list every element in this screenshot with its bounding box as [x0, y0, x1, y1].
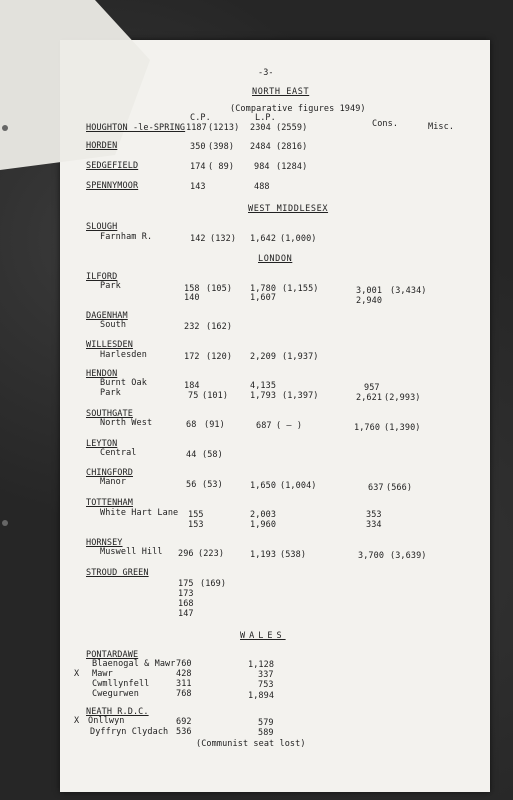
constituency-name: HOUGHTON -le-SPRING: [86, 123, 186, 133]
region-heading: WALES: [240, 631, 286, 641]
cp-value: 296: [178, 549, 194, 559]
constituency-name: SOUTHGATE: [86, 409, 133, 419]
seat-lost-marker: X: [74, 669, 80, 679]
lp-previous: (1,937): [282, 352, 319, 362]
constituency-name: STROUD GREEN: [86, 568, 149, 578]
lp-previous: (1,000): [280, 234, 317, 244]
lp-value: 1,607: [250, 293, 277, 303]
cons-previous: (566): [386, 483, 413, 493]
lp-previous: (2559): [276, 123, 308, 133]
lp-value: 1,193: [250, 550, 277, 560]
lp-value: 1,780: [250, 284, 277, 294]
cons-value: 637: [368, 483, 384, 493]
cons-value: 2,940: [356, 296, 383, 306]
constituency-name: SPENNYMOOR: [86, 181, 139, 191]
punch-hole: [2, 520, 8, 526]
cp-value: 143: [190, 182, 206, 192]
cp-value: 44: [186, 450, 197, 460]
ward-name: Farnham R.: [100, 232, 153, 242]
cp-previous: (120): [206, 352, 233, 362]
lp-value: 1,793: [250, 391, 277, 401]
region-heading: NORTH EAST: [252, 87, 310, 97]
cons-value: 957: [364, 383, 380, 393]
cp-value: 174: [190, 162, 206, 172]
ward-name: South: [100, 320, 127, 330]
lp-value: 2,003: [250, 510, 277, 520]
ward-name: North West: [100, 418, 153, 428]
cp-value: 536: [176, 727, 192, 737]
constituency-name: LEYTON: [86, 439, 118, 449]
lp-previous: (2816): [276, 142, 308, 152]
cp-value: 147: [178, 609, 194, 619]
constituency-name: ILFORD: [86, 272, 118, 282]
cp-previous: (162): [206, 322, 233, 332]
lp-value: 2304: [250, 123, 271, 133]
cp-previous: (105): [206, 284, 233, 294]
cp-value: 68: [186, 420, 197, 430]
column-header-cons: Cons.: [372, 119, 399, 129]
cp-previous: (1213): [208, 123, 240, 133]
cp-previous: (398): [208, 142, 235, 152]
constituency-name: WILLESDEN: [86, 340, 133, 350]
cons-value: 3,700: [358, 551, 385, 561]
cons-value: 353: [366, 510, 382, 520]
cp-value: 311: [176, 679, 192, 689]
constituency-name: HORNSEY: [86, 538, 123, 548]
column-header-cp: C.P.: [190, 113, 211, 123]
ward-name: Harlesden: [100, 350, 147, 360]
constituency-name: CHINGFORD: [86, 468, 133, 478]
punch-hole: [2, 125, 8, 131]
lp-value: 984: [254, 162, 270, 172]
constituency-name: SLOUGH: [86, 222, 118, 232]
lp-previous: (1284): [276, 162, 308, 172]
cons-previous: (1,390): [384, 423, 421, 433]
constituency-name: TOTTENHAM: [86, 498, 133, 508]
constituency-name: SEDGEFIELD: [86, 161, 139, 171]
cp-value: 75: [188, 391, 199, 401]
lp-value: 589: [258, 728, 274, 738]
lp-value: 1,650: [250, 481, 277, 491]
cons-previous: (3,639): [390, 551, 427, 561]
constituency-name: PONTARDAWE: [86, 650, 139, 660]
cp-value: 56: [186, 480, 197, 490]
lp-value: 1,642: [250, 234, 277, 244]
lp-value: 488: [254, 182, 270, 192]
cp-value: 428: [176, 669, 192, 679]
cp-value: 173: [178, 589, 194, 599]
cp-previous: (223): [198, 549, 225, 559]
lp-previous: (538): [280, 550, 307, 560]
lp-value: 337: [258, 670, 274, 680]
lp-value: 4,135: [250, 381, 277, 391]
ward-name: Dyffryn Clydach: [90, 727, 169, 737]
region-heading: WEST MIDDLESEX: [248, 204, 329, 214]
lp-previous: (1,004): [280, 481, 317, 491]
cp-value: 350: [190, 142, 206, 152]
cp-previous: (132): [210, 234, 237, 244]
cp-previous: (58): [202, 450, 223, 460]
region-heading: LONDON: [258, 254, 293, 264]
lp-previous: ( – ): [276, 421, 303, 431]
cp-value: 232: [184, 322, 200, 332]
ward-name: Park: [100, 388, 121, 398]
cons-value: 1,760: [354, 423, 381, 433]
cons-previous: (3,434): [390, 286, 427, 296]
cp-value: 158: [184, 284, 200, 294]
ward-name: Onllwyn: [88, 716, 125, 726]
cp-previous: (169): [200, 579, 227, 589]
cp-previous: (53): [202, 480, 223, 490]
cp-value: 172: [184, 352, 200, 362]
ward-name: Blaenogal & Mawr: [92, 659, 176, 669]
cp-value: 153: [188, 520, 204, 530]
lp-previous: (1,397): [282, 391, 319, 401]
cp-value: 168: [178, 599, 194, 609]
lp-value: 687: [256, 421, 272, 431]
lp-previous: (1,155): [282, 284, 319, 294]
constituency-name: HORDEN: [86, 141, 118, 151]
cp-value: 140: [184, 293, 200, 303]
ward-name: White Hart Lane: [100, 508, 179, 518]
cp-value: 1187: [186, 123, 207, 133]
cons-value: 2,621: [356, 393, 383, 403]
ward-name: Muswell Hill: [100, 547, 163, 557]
ward-name: Cwmllynfell: [92, 679, 150, 689]
column-header-misc: Misc.: [428, 122, 455, 132]
cp-value: 760: [176, 659, 192, 669]
cons-previous: (2,993): [384, 393, 421, 403]
cp-value: 155: [188, 510, 204, 520]
lp-value: 1,894: [248, 691, 275, 701]
cp-value: 142: [190, 234, 206, 244]
page-number: -3-: [258, 68, 274, 78]
ward-name: Central: [100, 448, 137, 458]
cp-value: 692: [176, 717, 192, 727]
lp-value: 2,209: [250, 352, 277, 362]
lp-value: 579: [258, 718, 274, 728]
footnote: (Communist seat lost): [196, 739, 306, 749]
cons-value: 334: [366, 520, 382, 530]
lp-value: 753: [258, 680, 274, 690]
column-header-lp: L.P.: [255, 113, 276, 123]
ward-name: Cwegurwen: [92, 689, 139, 699]
cp-value: 768: [176, 689, 192, 699]
comparative-note: (Comparative figures 1949): [230, 104, 366, 114]
constituency-name: DAGENHAM: [86, 311, 128, 321]
ward-name: Burnt Oak: [100, 378, 147, 388]
cp-previous: (91): [204, 420, 225, 430]
lp-value: 1,960: [250, 520, 277, 530]
constituency-name: HENDON: [86, 369, 118, 379]
ward-name: Park: [100, 281, 121, 291]
cp-value: 184: [184, 381, 200, 391]
cp-previous: (101): [202, 391, 229, 401]
cons-value: 3,001: [356, 286, 383, 296]
cp-previous: ( 89): [208, 162, 235, 172]
lp-value: 1,128: [248, 660, 275, 670]
cp-value: 175: [178, 579, 194, 589]
lp-value: 2484: [250, 142, 271, 152]
seat-lost-marker: X: [74, 716, 80, 726]
constituency-name: NEATH R.D.C.: [86, 707, 149, 717]
ward-name: Mawr: [92, 669, 113, 679]
ward-name: Manor: [100, 477, 127, 487]
